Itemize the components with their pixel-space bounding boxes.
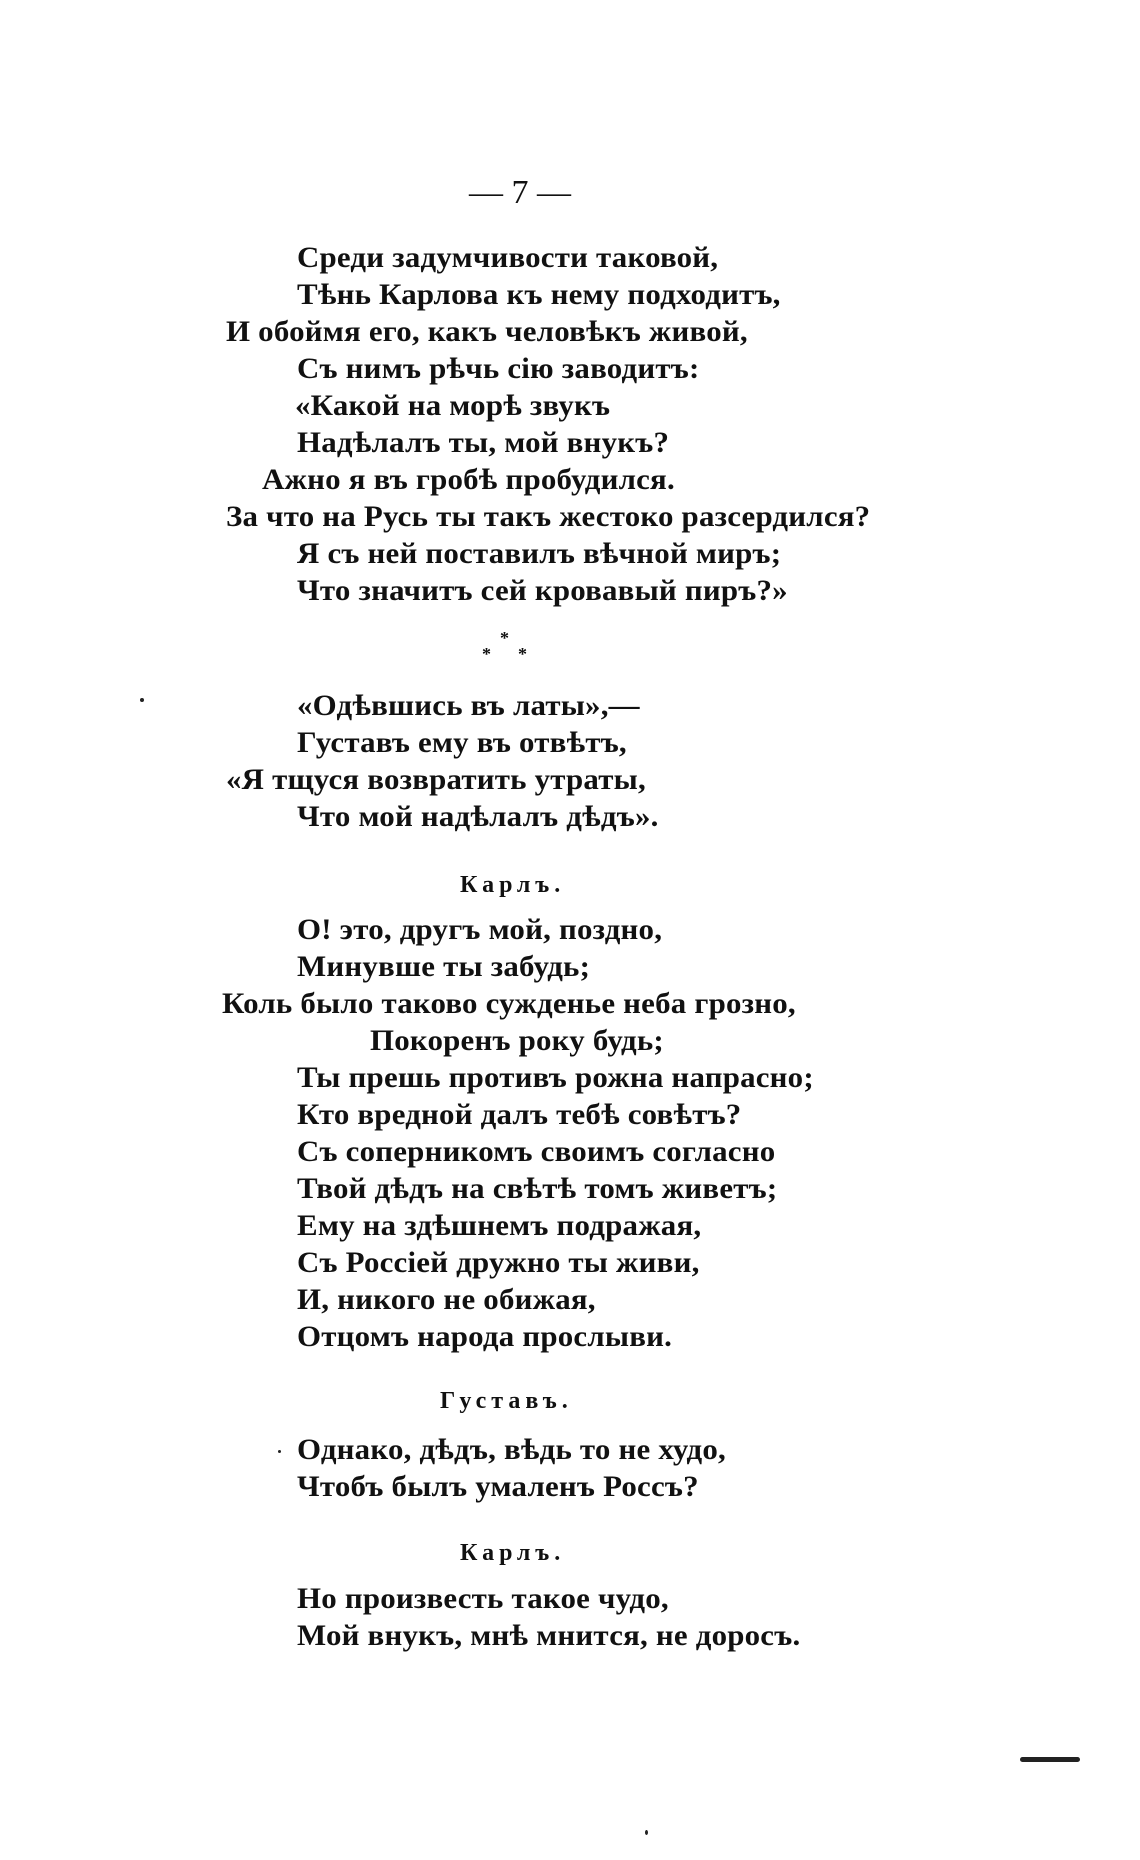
poem-line: И обоймя его, какъ человѣкъ живой, (226, 315, 748, 348)
poem-line: Но произвесть такое чудо, (297, 1582, 669, 1615)
poem-line: Покоренъ року будь; (370, 1024, 664, 1057)
poem-line: Минувше ты забудь; (297, 950, 591, 983)
poem-line: Надѣлалъ ты, мой внукъ? (297, 426, 670, 459)
separator-star: * (482, 644, 491, 664)
poem-line: Среди задумчивости таковой, (297, 241, 719, 274)
poem-line: Что значитъ сей кровавый пиръ?» (297, 574, 788, 607)
section-separator (470, 628, 550, 668)
poem-line: Ему на здѣшнемъ подражая, (297, 1209, 702, 1242)
poem-line: Что мой надѣлалъ дѣдъ». (297, 800, 659, 833)
poem-line: О! это, другъ мой, поздно, (297, 913, 663, 946)
poem-line: Кто вредной далъ тебѣ совѣтъ? (297, 1098, 742, 1131)
poem-line: Съ нимъ рѣчь сію заводитъ: (297, 352, 700, 385)
poem-line: Твой дѣдъ на свѣтѣ томъ живетъ; (297, 1172, 778, 1205)
speaker-name: Карлъ. (460, 872, 566, 898)
print-mark (1020, 1757, 1080, 1762)
poem-line: Я съ ней поставилъ вѣчной миръ; (297, 537, 782, 570)
separator-star: * (500, 628, 509, 648)
poem-line: И, никого не обижая, (297, 1283, 596, 1316)
poem-line: «Одѣвшись въ латы»,— (297, 689, 640, 722)
poem-line: Мой внукъ, мнѣ мнится, не доросъ. (297, 1619, 801, 1652)
print-speck (140, 698, 144, 702)
poem-line: Отцомъ народа прослыви. (297, 1320, 673, 1353)
speaker-name: Карлъ. (460, 1540, 566, 1566)
separator-star: * (518, 644, 527, 664)
speaker-name: Густавъ. (440, 1388, 573, 1414)
poem-line: Густавъ ему въ отвѣтъ, (297, 726, 627, 759)
print-speck (278, 1450, 281, 1453)
poem-line: «Я тщуся возвратить утраты, (226, 763, 646, 796)
poem-line: Коль было таково сужденье неба грозно, (222, 987, 796, 1020)
poem-line: Съ соперникомъ своимъ согласно (297, 1135, 776, 1168)
poem-line: Съ Россіей дружно ты живи, (297, 1246, 700, 1279)
poem-line: Чтобъ былъ умаленъ Россъ? (297, 1470, 699, 1503)
print-speck (645, 1830, 648, 1835)
poem-line: За что на Русь ты такъ жестоко разсердился? (226, 500, 871, 533)
page-number: — 7 — (469, 174, 571, 211)
poem-line: Однако, дѣдъ, вѣдь то не худо, (297, 1433, 726, 1466)
poem-line: Ажно я въ гробѣ пробудился. (262, 463, 675, 496)
poem-line: Тѣнь Карлова къ нему подходитъ, (297, 278, 781, 311)
poem-line: «Какой на морѣ звукъ (295, 389, 611, 422)
poem-line: Ты прешь противъ рожна напрасно; (297, 1061, 814, 1094)
